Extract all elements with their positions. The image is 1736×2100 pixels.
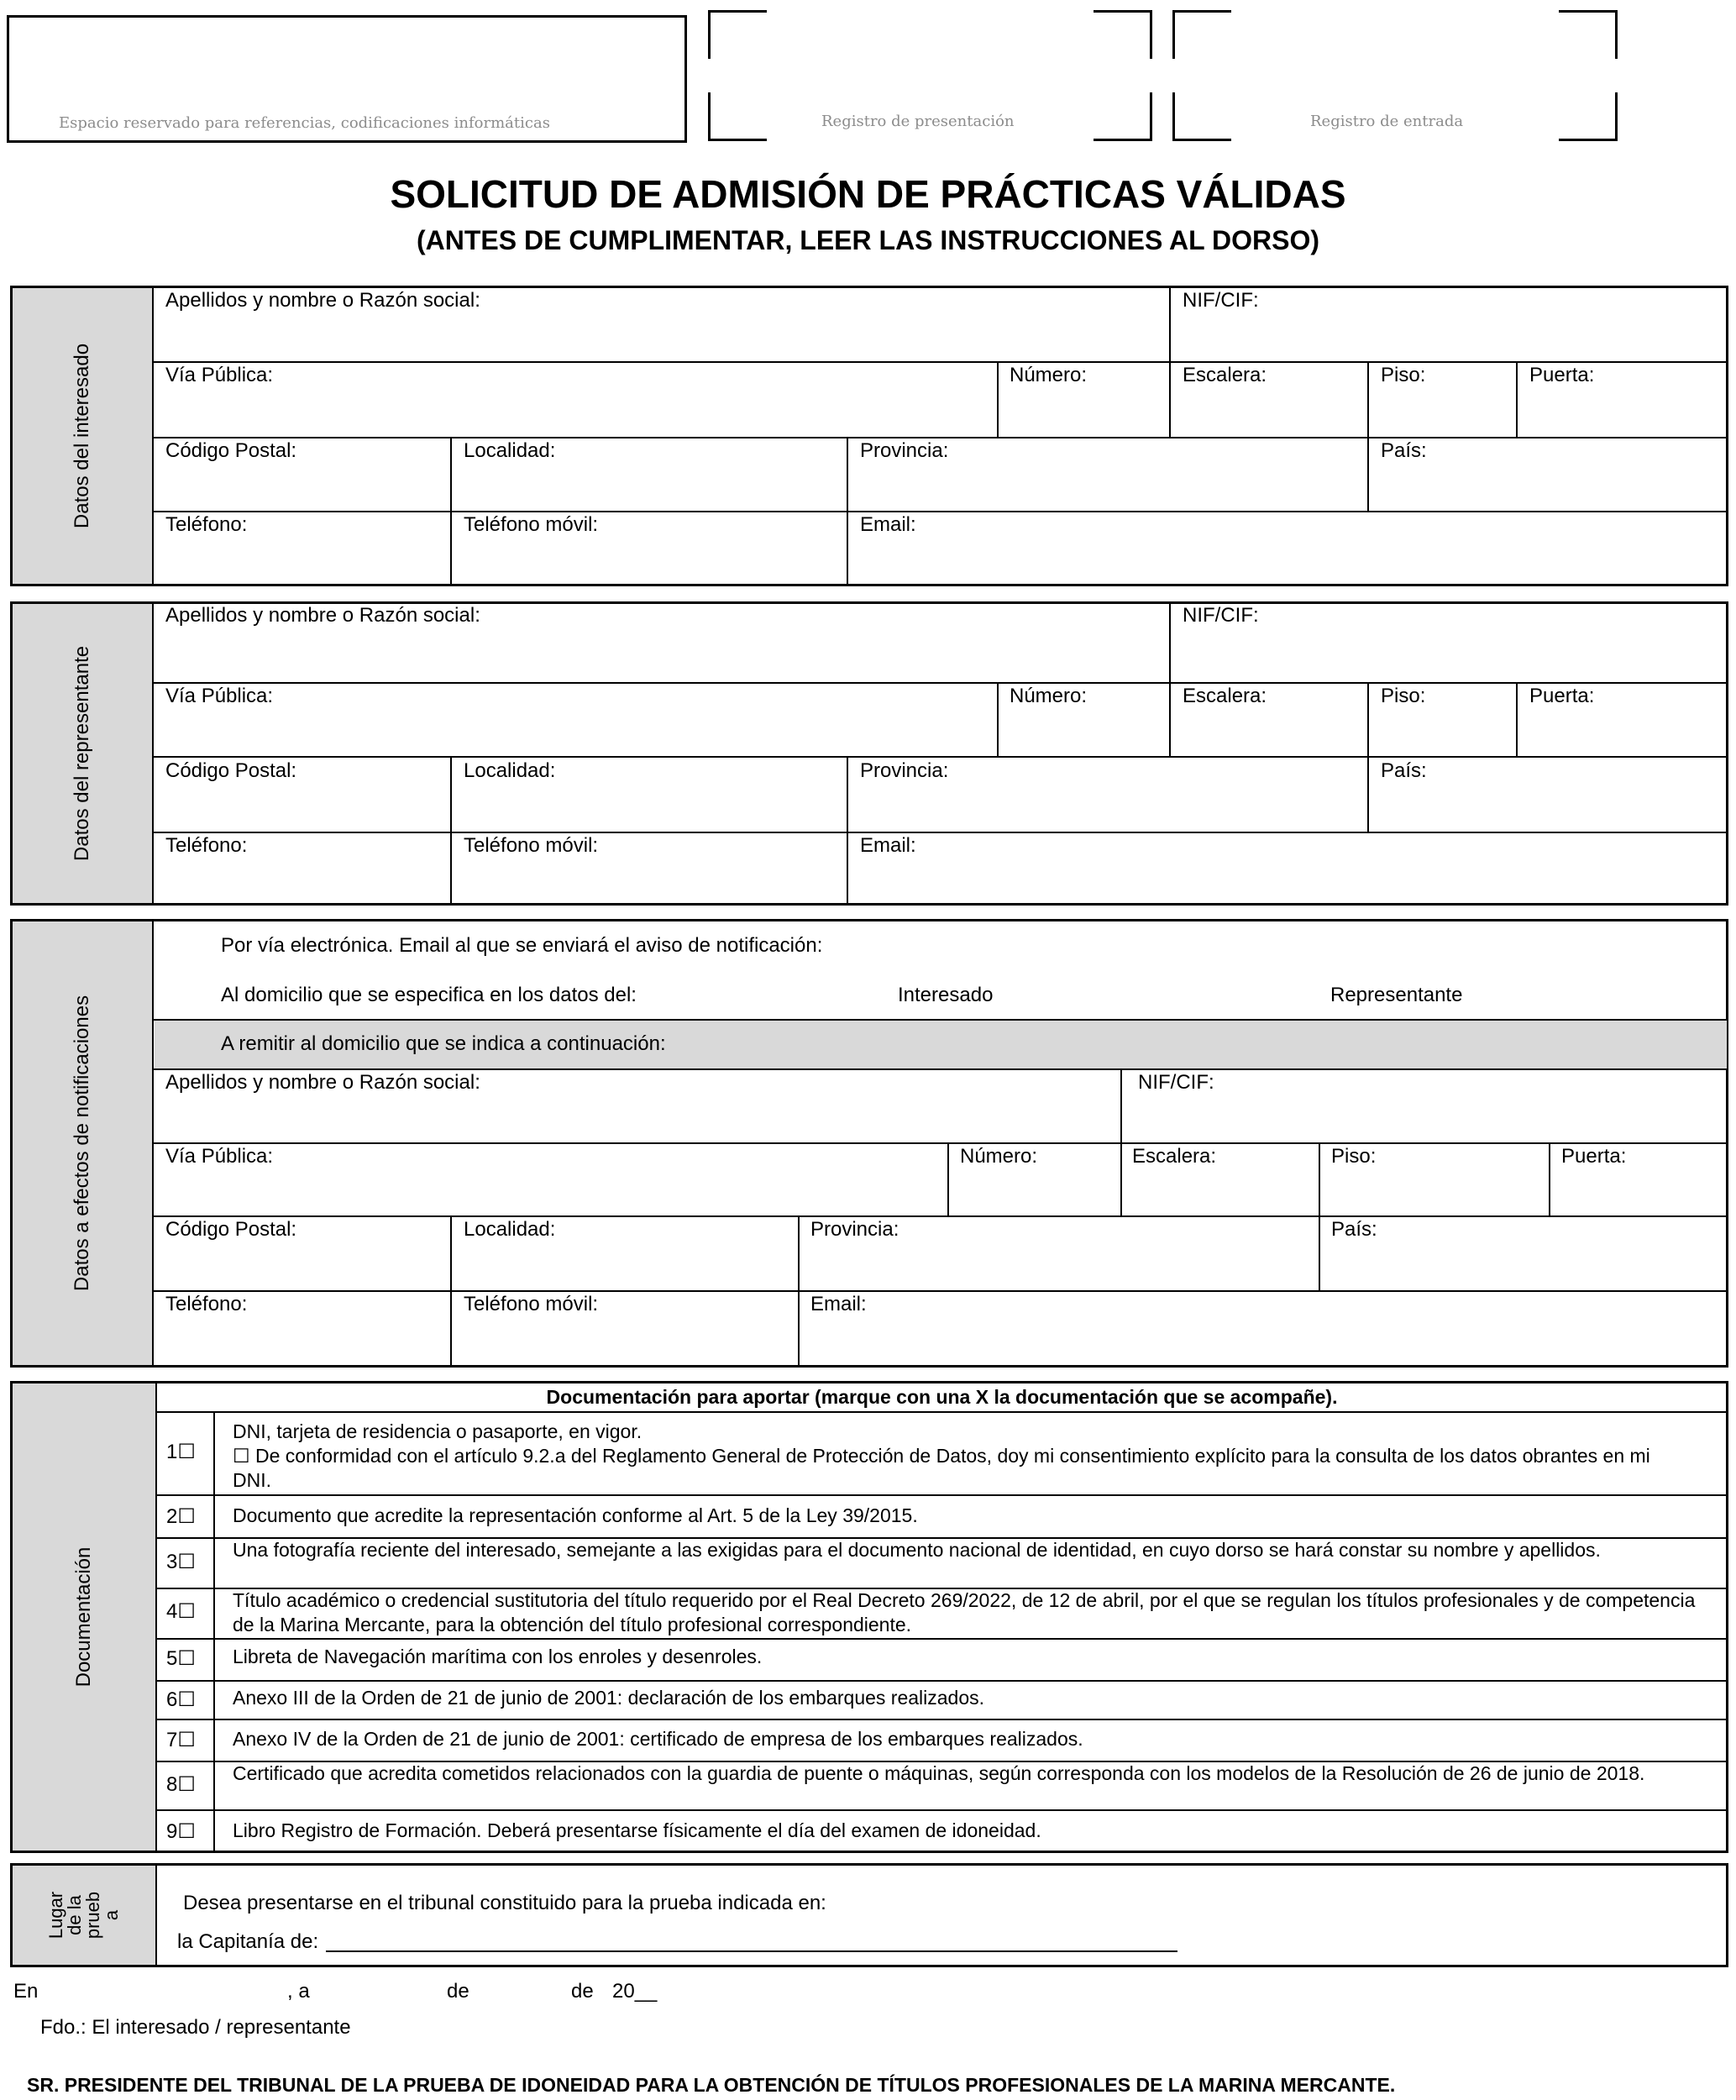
doc-item-6-text: Anexo III de la Orden de 21 de junio de 2001: declaración de los embarques realizados. — [233, 1687, 985, 1709]
doc-item-5-checkbox[interactable]: 5☐ — [166, 1647, 196, 1670]
representante-email-field[interactable]: Email: — [860, 834, 916, 857]
capitania-input-line[interactable] — [326, 1950, 1177, 1952]
doc-item-1-consent[interactable]: ☐ De conformidad con el artículo 9.2.a del Reglamento General de Protección de Datos, doy mi consentimiento explícito para la consulta de los datos obrantes en mi DNI. — [233, 1445, 1650, 1491]
section-interesado-title: Datos del interesado — [71, 343, 93, 529]
section-notificaciones-title: Datos a efectos de notificaciones — [71, 995, 93, 1292]
firma-fdo-label: Fdo.: El interesado / representante — [40, 2016, 351, 2039]
representante-provincia-field[interactable]: Provincia: — [860, 759, 949, 782]
notif-remitir-option[interactable]: A remitir al domicilio que se indica a continuación: — [221, 1032, 666, 1055]
doc-item-7-text: Anexo IV de la Orden de 21 de junio de 2001: certificado de empresa de los embarques realizados. — [233, 1728, 1083, 1750]
interesado-provincia-field[interactable]: Provincia: — [860, 439, 949, 462]
representante-movil-field[interactable]: Teléfono móvil: — [464, 834, 599, 857]
section-notificaciones-sidebar — [13, 921, 154, 1365]
interesado-nif-field[interactable]: NIF/CIF: — [1183, 289, 1259, 312]
interesado-piso-field[interactable]: Piso: — [1381, 364, 1426, 386]
notif-electronica-option[interactable]: Por vía electrónica. Email al que se enviará el aviso de notificación: — [221, 934, 823, 957]
representante-cp-field[interactable]: Código Postal: — [165, 759, 297, 782]
registro-presentacion-label: Registro de presentación — [821, 113, 1015, 130]
representante-via-field[interactable]: Vía Pública: — [165, 685, 274, 707]
page-title: SOLICITUD DE ADMISIÓN DE PRÁCTICAS VÁLIDAS — [390, 172, 1346, 216]
doc-item-2-checkbox[interactable]: 2☐ — [166, 1505, 196, 1528]
section-documentacion-title: Documentación — [72, 1546, 95, 1688]
interesado-puerta-field[interactable]: Puerta: — [1529, 364, 1595, 386]
page-subtitle: (ANTES DE CUMPLIMENTAR, LEER LAS INSTRUCCIONES AL DORSO) — [417, 225, 1319, 255]
representante-escalera-field[interactable]: Escalera: — [1183, 685, 1267, 707]
interesado-pais-field[interactable]: País: — [1381, 439, 1427, 462]
representante-pais-field[interactable]: País: — [1381, 759, 1427, 782]
interesado-nombre-field[interactable]: Apellidos y nombre o Razón social: — [165, 289, 480, 312]
notif-interesado-option[interactable]: Interesado — [898, 984, 994, 1006]
representante-puerta-field[interactable]: Puerta: — [1529, 685, 1595, 707]
notif-cp-field[interactable]: Código Postal: — [165, 1218, 297, 1241]
interesado-telefono-field[interactable]: Teléfono: — [165, 513, 248, 536]
doc-item-9-text: Libro Registro de Formación. Deberá presentarse físicamente el día del examen de idoneidad. — [233, 1819, 1041, 1841]
interesado-email-field[interactable]: Email: — [860, 513, 916, 536]
doc-item-1-checkbox[interactable]: 1☐ — [166, 1441, 196, 1463]
notif-nombre-field[interactable]: Apellidos y nombre o Razón social: — [165, 1071, 480, 1094]
section-interesado — [10, 286, 1728, 586]
representante-numero-field[interactable]: Número: — [1010, 685, 1088, 707]
interesado-cp-field[interactable]: Código Postal: — [165, 439, 297, 462]
firma-year-field[interactable]: 20__ — [612, 1980, 658, 2003]
firma-a-label: , a — [287, 1980, 310, 2003]
notif-movil-field[interactable]: Teléfono móvil: — [464, 1293, 599, 1315]
interesado-movil-field[interactable]: Teléfono móvil: — [464, 513, 599, 536]
interesado-localidad-field[interactable]: Localidad: — [464, 439, 556, 462]
notif-piso-field[interactable]: Piso: — [1331, 1145, 1377, 1168]
doc-item-1-text: DNI, tarjeta de residencia o pasaporte, en vigor. — [233, 1420, 642, 1442]
notif-numero-field[interactable]: Número: — [960, 1145, 1038, 1168]
section-representante-sidebar — [13, 604, 154, 903]
notif-puerta-field[interactable]: Puerta: — [1561, 1145, 1627, 1168]
firma-de2-label: de — [571, 1980, 594, 2003]
footer-addressee: SR. PRESIDENTE DEL TRIBUNAL DE LA PRUEBA DE IDONEIDAD PARA LA OBTENCIÓN DE TÍTULOS PROFESIONALES DE LA MARINA MERCANTE. — [27, 2074, 1396, 2096]
section-lugar-sidebar — [13, 1866, 157, 1965]
doc-item-4-text: Título académico o credencial sustitutoria del título requerido por el Real Decreto 269/2022, de 12 de abril, por el que se regulan los títulos profesionales y de competencia de la Marina Mercante, para la obtención del título profesional correspondiente. — [233, 1589, 1696, 1635]
representante-nif-field[interactable]: NIF/CIF: — [1183, 604, 1259, 627]
doc-item-6-checkbox[interactable]: 6☐ — [166, 1688, 196, 1711]
doc-item-3-checkbox[interactable]: 3☐ — [166, 1551, 196, 1573]
interesado-numero-field[interactable]: Número: — [1010, 364, 1088, 386]
representante-nombre-field[interactable]: Apellidos y nombre o Razón social: — [165, 604, 480, 627]
notif-provincia-field[interactable]: Provincia: — [810, 1218, 899, 1241]
reserved-space-label: Espacio reservado para referencias, codificaciones informáticas — [59, 114, 550, 132]
lugar-capitania-label: la Capitanía de: — [177, 1930, 319, 1953]
notif-email-field[interactable]: Email: — [810, 1293, 867, 1315]
doc-item-3-text: Una fotografía reciente del interesado, semejante a las exigidas para el documento nacional de identidad, en cuyo dorso se hará constar su nombre y apellidos. — [233, 1539, 1601, 1561]
documentacion-header: Documentación para aportar (marque con una X la documentación que se acompañe). — [546, 1386, 1338, 1408]
section-lugar-title: Lugar de la prueb a — [45, 1891, 122, 1940]
doc-item-2-text: Documento que acredite la representación conforme al Art. 5 de la Ley 39/2015. — [233, 1504, 918, 1526]
registro-entrada-label: Registro de entrada — [1310, 113, 1464, 130]
doc-item-8-checkbox[interactable]: 8☐ — [166, 1773, 196, 1796]
notif-nif-field[interactable]: NIF/CIF: — [1138, 1071, 1214, 1094]
section-representante-title: Datos del representante — [71, 645, 93, 862]
representante-piso-field[interactable]: Piso: — [1381, 685, 1426, 707]
firma-de1-label: de — [447, 1980, 469, 2003]
notif-representante-option[interactable]: Representante — [1330, 984, 1463, 1006]
firma-en-label: En — [13, 1980, 39, 2003]
doc-item-8-text: Certificado que acredita cometidos relacionados con la guardia de puente o máquinas, según corresponda con los modelos de la Resolución de 26 de junio de 2018. — [233, 1762, 1645, 1784]
interesado-escalera-field[interactable]: Escalera: — [1183, 364, 1267, 386]
notif-telefono-field[interactable]: Teléfono: — [165, 1293, 248, 1315]
doc-item-5-text: Libreta de Navegación marítima con los enroles y desenroles. — [233, 1646, 763, 1667]
notif-via-field[interactable]: Vía Pública: — [165, 1145, 274, 1168]
doc-item-9-checkbox[interactable]: 9☐ — [166, 1820, 196, 1843]
section-representante — [10, 601, 1728, 906]
representante-telefono-field[interactable]: Teléfono: — [165, 834, 248, 857]
representante-localidad-field[interactable]: Localidad: — [464, 759, 556, 782]
notif-domicilio-label: Al domicilio que se especifica en los datos del: — [221, 984, 637, 1006]
notif-escalera-field[interactable]: Escalera: — [1132, 1145, 1217, 1168]
notif-localidad-field[interactable]: Localidad: — [464, 1218, 556, 1241]
notif-pais-field[interactable]: País: — [1331, 1218, 1377, 1241]
interesado-via-field[interactable]: Vía Pública: — [165, 364, 274, 386]
section-interesado-sidebar — [13, 288, 154, 584]
doc-item-4-checkbox[interactable]: 4☐ — [166, 1600, 196, 1623]
section-documentacion-sidebar — [13, 1383, 157, 1851]
lugar-desea-label: Desea presentarse en el tribunal constituido para la prueba indicada en: — [183, 1892, 826, 1914]
doc-item-7-checkbox[interactable]: 7☐ — [166, 1729, 196, 1751]
